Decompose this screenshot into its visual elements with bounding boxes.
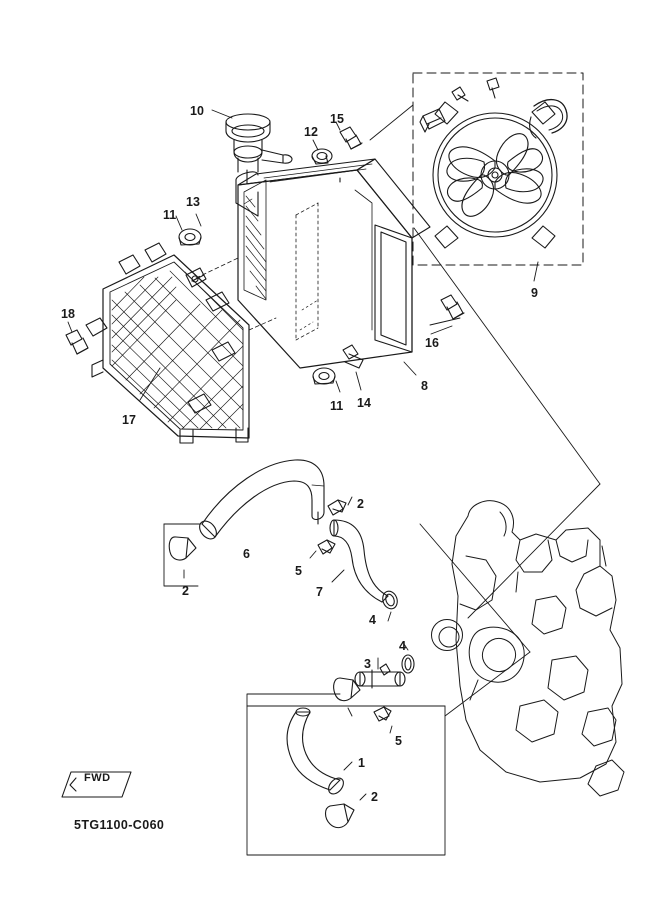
callout-12: 12 xyxy=(304,125,318,139)
callout-13: 13 xyxy=(186,195,200,209)
callout-6: 6 xyxy=(243,547,250,561)
callout-18: 18 xyxy=(61,307,75,321)
assembly-leader-lines xyxy=(164,228,600,716)
callout-2-left: 2 xyxy=(182,584,189,598)
fasteners-top-group xyxy=(312,122,362,164)
bolt-left-group xyxy=(66,322,88,354)
water-pipe-group xyxy=(247,644,445,855)
radiator-guard-group xyxy=(86,243,276,443)
callout-11-lower: 11 xyxy=(330,399,344,413)
radiator-core-group xyxy=(186,159,430,375)
fwd-direction-label: FWD xyxy=(84,772,111,784)
callout-14: 14 xyxy=(357,396,371,410)
callout-3: 3 xyxy=(364,657,371,671)
callout-17: 17 xyxy=(122,413,136,427)
callout-5-upper: 5 xyxy=(295,564,302,578)
fan-assembly-group xyxy=(370,73,583,281)
lower-hose-group xyxy=(310,520,400,621)
engine-case-ghost xyxy=(432,501,625,796)
callout-8: 8 xyxy=(421,379,428,393)
callout-2-bottom: 2 xyxy=(371,790,378,804)
callout-7: 7 xyxy=(316,585,323,599)
bolt-right-group xyxy=(430,295,464,334)
callout-1: 1 xyxy=(358,756,365,770)
radiator-cap-group xyxy=(212,110,292,172)
callout-4-upper: 4 xyxy=(369,613,376,627)
callout-4-lower: 4 xyxy=(399,639,406,653)
callout-9: 9 xyxy=(531,286,538,300)
callout-5-lower: 5 xyxy=(395,734,402,748)
part-code-label: 5TG1100-C060 xyxy=(74,818,165,832)
upper-hose-group xyxy=(169,460,352,578)
grommet-left-group xyxy=(176,214,201,245)
callout-2-upper: 2 xyxy=(357,497,364,511)
callout-16: 16 xyxy=(425,336,439,350)
callout-15: 15 xyxy=(330,112,344,126)
callout-11-upper: 11 xyxy=(163,208,177,222)
grommet-bolt-lower-group xyxy=(313,345,363,392)
callout-10: 10 xyxy=(190,104,204,118)
